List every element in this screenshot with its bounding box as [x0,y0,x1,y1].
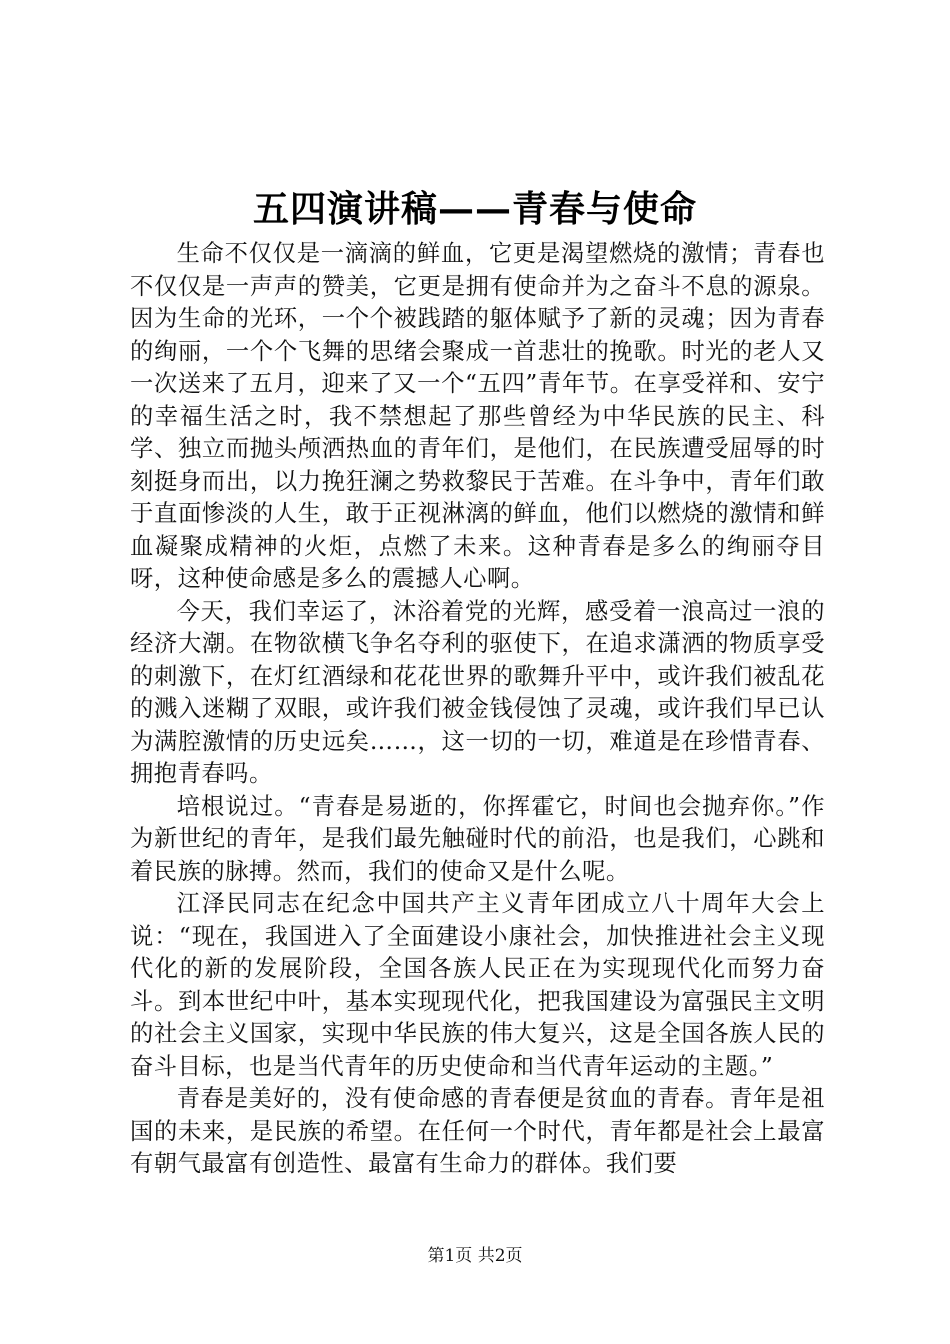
paragraph-2: 今天，我们幸运了，沐浴着党的光辉，感受着一浪高过一浪的经济大潮。在物欲横飞争名夺利的驱使下，在追求潇洒的物质享受的刺激下，在灯红酒绿和花花世界的歌舞升平中，或许我们被乱花的溅入迷糊了双眼，或许我们被金钱侵蚀了灵魂，或许我们早已认为满腔激情的历史远矣……，这一切的一切，难道是在珍惜青春、拥抱青春吗。 [130,597,825,787]
paragraph-1: 生命不仅仅是一滴滴的鲜血，它更是渴望燃烧的激情；青春也不仅仅是一声声的赞美，它更是拥有使命并为之奋斗不息的源泉。因为生命的光环，一个个被践踏的躯体赋予了新的灵魂；因为青春的绚丽，一个个飞舞的思绪会聚成一首悲壮的挽歌。时光的老人又一次送来了五月，迎来了又一个“五四”青年节。在享受祥和、安宁的幸福生活之时，我不禁想起了那些曾经为中华民族的民主、科学、独立而抛头颅洒热血的青年们，是他们，在民族遭受屈辱的时刻挺身而出，以力挽狂澜之势救黎民于苦难。在斗争中，青年们敢于直面惨淡的人生，敢于正视淋漓的鲜血，他们以燃烧的激情和鲜血凝聚成精神的火炬，点燃了未来。这种青春是多么的绚丽夺目呀，这种使命感是多么的震撼人心啊。 [130,240,825,592]
paragraph-3: 培根说过。“青春是易逝的，你挥霍它，时间也会抛弃你。”作为新世纪的青年，是我们最先触碰时代的前沿，也是我们，心跳和着民族的脉搏。然而，我们的使命又是什么呢。 [130,792,825,885]
page-number-footer: 第1页 共2页 [427,1246,523,1266]
paragraph-5: 青春是美好的，没有使命感的青春便是贫血的青春。青年是祖国的未来，是民族的希望。在任何一个时代，青年都是社会上最富有朝气最富有创造性、最富有生命力的群体。我们要 [130,1085,825,1177]
document-body [130,238,825,1181]
paragraph-4: 江泽民同志在纪念中国共产主义青年团成立八十周年大会上说：“现在，我国进入了全面建设小康社会，加快推进社会主义现代化的新的发展阶段，全国各族人民正在为实现现代化而努力奋斗。到本世纪中叶，基本实现现代化，把我国建设为富强民主文明的社会主义国家，实现中华民族的伟大复兴，这是全国各族人民的奋斗目标，也是当代青年的历史使命和当代青年运动的主题。” [130,890,825,1080]
document-title: 五四演讲稿——青春与使命 [252,188,697,230]
